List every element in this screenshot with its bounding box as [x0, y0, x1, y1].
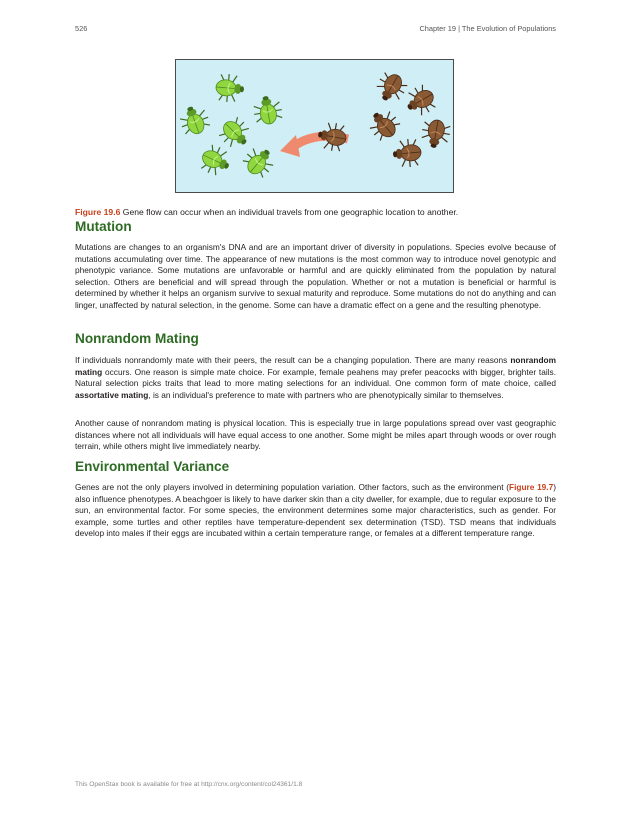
term-assortative-mating: assortative mating — [75, 389, 149, 400]
environmental-paragraph: Genes are not the only players involved in determining population variation. Other factors, such as the environment (Figure 19.7) also influence phenotypes. A beachgoer is likely to have darker skin than a city dweller, for example, due to regular exposure to the sun, an environmental factor. For some species, the environment determines some major characteristics, such as gender. For example, some turtles and other reptiles have temperature-dependent sex determination (TSD). TSD means that individuals develop into males if their eggs are incubated within a certain temperature range, or females at a different temperature range. — [75, 482, 556, 539]
figure-caption-text: Gene flow can occur when an individual travels from one geographic location to another. — [122, 206, 459, 217]
migrating-brown-beetle — [316, 120, 348, 152]
figure-19-7-link[interactable]: Figure 19.7 — [509, 482, 554, 492]
term-nonrandom-mating: nonrandom mating — [75, 355, 556, 377]
brown-beetle — [392, 138, 422, 168]
brown-beetle — [364, 105, 403, 144]
brown-beetle — [401, 82, 439, 120]
green-beetle — [215, 73, 245, 103]
gene-flow-illustration — [176, 60, 453, 192]
green-beetle — [197, 142, 234, 179]
nonrandom-paragraph-2: Another cause of nonrandom mating is physical location. This is especially true in large populations spread over vast geographic distances where not all individuals will have equal access to one another. Some might be miles apart through woods or over rough terrain, while others might live immediately nearby. — [75, 418, 556, 452]
heading-mutation: Mutation — [75, 219, 132, 234]
green-beetle — [216, 114, 256, 154]
arrowhead-icon — [280, 135, 300, 157]
green-beetle — [240, 142, 279, 181]
mutation-paragraph: Mutations are changes to an organism's DNA and are an important driver of diversity in populations. Species evolve because of mutations accumulating over time. The appearance of new mutations is the most common way to introduce novel genotypic and phenotypic variance. Some mutations are unfavorable or harmful and are quickly eliminated from the population by natural selection. Others are beneficial and will spread through the population. Whether or not a mutation is beneficial or harmful is determined by whether it helps an organism survive to sexual maturity and reproduce. Some mutations do not do anything and can linger, unaffected by natural selection, in the genome. Some can have a dramatic effect on a gene and the resulting phenotype. — [75, 242, 556, 310]
green-beetle — [176, 102, 212, 138]
chapter-title: Chapter 19 | The Evolution of Populations — [419, 24, 556, 33]
brown-beetle — [372, 69, 410, 107]
figure-caption — [75, 207, 555, 218]
page-footer: This OpenStax book is available for free at http://cnx.org/content/col24361/1.8 — [75, 781, 303, 788]
heading-nonrandom-mating: Nonrandom Mating — [75, 331, 199, 346]
heading-environmental-variance: Environmental Variance — [75, 459, 230, 474]
nonrandom-paragraph-1: If individuals nonrandomly mate with their peers, the result can be a changing population. There are many reasons nonrandom mating occurs. One reason is simple mate choice. For example, female peahens may prefer peacocks with bigger, brighter tails. Natural selection picks traits that lead to more mating selections for an individual. One common form of mate choice, called assortative mating, is an individual's preference to mate with partners who are phenotypically similar to themselves. — [75, 355, 556, 400]
green-beetle — [251, 94, 283, 126]
gene-flow-figure — [175, 59, 454, 193]
brown-beetle — [419, 118, 451, 150]
running-header — [75, 24, 556, 33]
page-number: 526 — [75, 24, 88, 33]
figure-label: Figure 19.6 — [75, 206, 121, 217]
